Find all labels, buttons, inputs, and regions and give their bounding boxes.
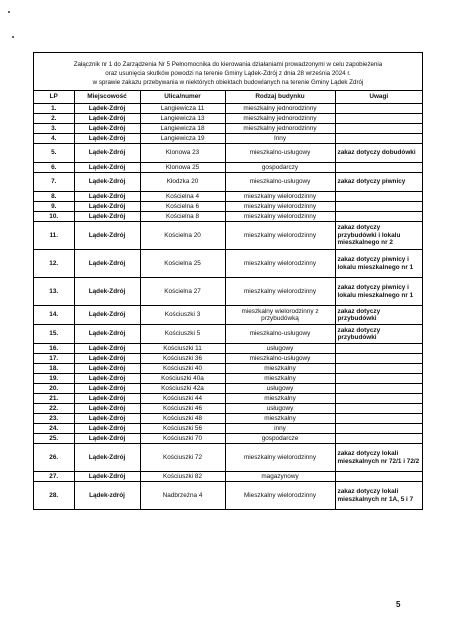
row-lp: 13. [34,278,74,306]
table-row [34,354,422,364]
row-lp: 6. [34,163,74,173]
row-building-type: mieszkalny [225,414,335,424]
row-lp: 11. [34,222,74,250]
table-row [34,472,422,482]
row-city: Lądek-Zdrój [74,114,140,124]
row-building-type: mieszkalny wielorodzinny [225,444,335,472]
table-row [34,344,422,354]
row-lp: 22. [34,404,74,414]
row-lp: 12. [34,250,74,278]
row-note: zakaz dotyczy lokali mieszkalnych nr 1A, 5 i 7 [335,482,422,510]
row-building-type: mieszkalno-usługowy [225,354,335,364]
row-building-type: mieszkalny wielorodzinny [225,250,335,278]
table-row [34,306,422,325]
table-row [34,482,422,510]
row-building-type: mieszkalny jednorodzinny [225,104,335,114]
row-note: zakaz dotyczy lokali mieszkalnych nr 72/1 i 72/2 [335,444,422,472]
row-building-type: mieszkalny jednorodzinny [225,124,335,134]
table-row [34,404,422,414]
table-row [34,124,422,134]
row-city: Lądek-Zdrój [74,212,140,222]
row-street: Kościuszki 42a [140,384,225,394]
row-lp: 18. [34,364,74,374]
table-row [34,144,422,163]
row-building-type: mieszkalno-usługowy [225,173,335,192]
table-row [34,222,422,250]
row-lp: 26. [34,444,74,472]
row-note [335,212,422,222]
row-note: zakaz dotyczy przybudówki i lokalu mieszkalnego nr 2 [335,222,422,250]
row-building-type: magazynowy [225,472,335,482]
row-lp: 8. [34,192,74,202]
row-city: Lądek-Zdrój [74,104,140,114]
document-frame [33,52,423,510]
table-row [34,364,422,374]
row-lp: 28. [34,482,74,510]
row-street: Klonowa 25 [140,163,225,173]
row-street: Kościuszki 11 [140,344,225,354]
row-street: Kościuszki 44 [140,394,225,404]
table-row [34,202,422,212]
row-lp: 16. [34,344,74,354]
row-street: Kościuszki 3 [140,306,225,325]
row-street: Kościelna 20 [140,222,225,250]
header-line-1: Załącznik nr 1 do Zarządzenia Nr 5 Pełnomocnika do kierowania działaniami prowadzonymi w celu zapobieżenia [73,61,383,68]
row-building-type: gospodarczy [225,163,335,173]
row-lp: 19. [34,374,74,384]
row-street: Kościelna 8 [140,212,225,222]
row-note [335,124,422,134]
row-note [335,202,422,212]
row-building-type: Mieszkalny wielorodzinny [225,482,335,510]
row-building-type: mieszkalny [225,374,335,384]
row-street: Kościuszki 70 [140,434,225,444]
row-street: Kościuszki 36 [140,354,225,364]
row-street: Langiewicza 19 [140,134,225,144]
row-city: Lądek-zdrój [74,482,140,510]
row-note [335,424,422,434]
row-street: Nadbrzeżna 4 [140,482,225,510]
row-street: Langiewicza 11 [140,104,225,114]
row-city: Lądek-Zdrój [74,344,140,354]
row-note [335,472,422,482]
table-row [34,163,422,173]
column-header-city: Miejscowość [74,91,140,104]
row-lp: 21. [34,394,74,404]
row-lp: 7. [34,173,74,192]
row-lp: 2. [34,114,74,124]
table-row [34,192,422,202]
row-building-type: inny [225,424,335,434]
row-street: Kłodzka 20 [140,173,225,192]
row-note: zakaz dotyczy piwnicy i lokalu mieszkalnego nr 1 [335,250,422,278]
row-street: Kościuszki 40 [140,364,225,374]
row-building-type: mieszkalny wielorodzinny [225,192,335,202]
row-street: Kościelna 6 [140,202,225,212]
table-row [34,424,422,434]
scan-speck [8,11,10,13]
table-header-row [34,91,422,104]
row-note [335,134,422,144]
row-building-type: mieszkalno-usługowy [225,325,335,344]
row-street: Kościuszki 5 [140,325,225,344]
row-street: Langiewicza 13 [140,114,225,124]
row-building-type: mieszkalny wielorodzinny [225,212,335,222]
table-row [34,250,422,278]
row-street: Kościuszki 40a [140,374,225,384]
row-street: Kościuszki 82 [140,472,225,482]
row-note [335,404,422,414]
row-lp: 3. [34,124,74,134]
row-lp: 20. [34,384,74,394]
row-street: Kościuszki 56 [140,424,225,434]
scan-speck [12,36,14,38]
row-city: Lądek-Zdrój [74,434,140,444]
row-city: Lądek-Zdrój [74,222,140,250]
table-row [34,325,422,344]
column-header-building-type: Rodzaj budynku [225,91,335,104]
row-note: zakaz dotyczy piwnicy [335,173,422,192]
row-note [335,163,422,173]
row-note [335,344,422,354]
row-note [335,374,422,384]
row-note: zakaz dotyczy przybudówki [335,325,422,344]
row-building-type: mieszkalny [225,364,335,374]
row-street: Kościuszki 48 [140,414,225,424]
row-city: Lądek-Zdrój [74,472,140,482]
table-row [34,374,422,384]
row-building-type: mieszkalny wielorodzinny [225,202,335,212]
row-lp: 5. [34,144,74,163]
row-note: zakaz dotyczy dobudówki [335,144,422,163]
table-row [34,384,422,394]
header-line-2: oraz usunięcia skutków powodzi na terenie Gminy Lądek-Zdrój z dnia 28 września 2024 r. [105,70,351,77]
row-lp: 24. [34,424,74,434]
row-lp: 10. [34,212,74,222]
buildings-table [34,91,422,509]
page-number: 5 [396,600,401,609]
row-city: Lądek-Zdrój [74,424,140,434]
row-lp: 27. [34,472,74,482]
row-building-type: mieszkalny [225,394,335,404]
row-note [335,104,422,114]
row-note: zakaz dotyczy przybudówki [335,306,422,325]
row-street: Langiewicza 18 [140,124,225,134]
row-building-type: mieszkalny wielorodzinny [225,278,335,306]
table-row [34,444,422,472]
row-lp: 4. [34,134,74,144]
row-note [335,434,422,444]
table-row [34,173,422,192]
row-lp: 9. [34,202,74,212]
row-lp: 1. [34,104,74,114]
row-city: Lądek-Zdrój [74,354,140,364]
column-header-notes: Uwagi [335,91,422,104]
row-street: Kościuszki 46 [140,404,225,414]
row-note [335,114,422,124]
row-note [335,394,422,404]
row-street: Kościelna 27 [140,278,225,306]
row-building-type: mieszkalny wielorodzinny z przybudówką [225,306,335,325]
table-row [34,212,422,222]
row-city: Lądek-Zdrój [74,325,140,344]
row-city: Lądek-Zdrój [74,444,140,472]
row-city: Lądek-Zdrój [74,250,140,278]
row-lp: 14. [34,306,74,325]
row-building-type: gospodarcze [225,434,335,444]
row-note [335,384,422,394]
row-note [335,364,422,374]
row-city: Lądek-Zdrój [74,134,140,144]
row-city: Lądek-Zdrój [74,384,140,394]
table-row [34,394,422,404]
document-header [34,53,422,91]
row-city: Lądek-Zdrój [74,124,140,134]
column-header-street: Ulica/numer [140,91,225,104]
row-city: Lądek-Zdrój [74,306,140,325]
table-row [34,104,422,114]
row-building-type: Inny [225,134,335,144]
row-city: Lądek-Zdrój [74,163,140,173]
table-row [34,278,422,306]
row-lp: 23. [34,414,74,424]
row-building-type: mieszkalny wielorodzinny [225,222,335,250]
row-city: Lądek-Zdrój [74,144,140,163]
row-note [335,414,422,424]
row-street: Kościuszki 72 [140,444,225,472]
row-street: Klonowa 23 [140,144,225,163]
row-city: Lądek-Zdrój [74,202,140,212]
column-header-lp: LP [34,91,74,104]
row-street: Kościelna 25 [140,250,225,278]
row-note [335,192,422,202]
row-building-type: mieszkalno-usługowy [225,144,335,163]
row-city: Lądek-Zdrój [74,394,140,404]
row-city: Lądek-Zdrój [74,404,140,414]
table-row [34,434,422,444]
row-lp: 15. [34,325,74,344]
row-note: zakaz dotyczy piwnicy i lokalu mieszkalnego nr 1 [335,278,422,306]
row-lp: 25. [34,434,74,444]
row-note [335,354,422,364]
row-building-type: usługowy [225,344,335,354]
row-building-type: usługowy [225,404,335,414]
row-city: Lądek-Zdrój [74,278,140,306]
row-city: Lądek-Zdrój [74,414,140,424]
row-building-type: usługowy [225,384,335,394]
row-street: Kościelna 4 [140,192,225,202]
row-city: Lądek-Zdrój [74,173,140,192]
row-city: Lądek-Zdrój [74,192,140,202]
table-row [34,134,422,144]
row-city: Lądek-Zdrój [74,374,140,384]
table-row [34,114,422,124]
row-lp: 17. [34,354,74,364]
table-row [34,414,422,424]
row-building-type: mieszkalny jednorodzinny [225,114,335,124]
header-line-3: w sprawie zakazu przebywania w niektórych obiektach budowlanych na terenie Gminy Lądek Zdrój [92,79,364,86]
row-city: Lądek-Zdrój [74,364,140,374]
